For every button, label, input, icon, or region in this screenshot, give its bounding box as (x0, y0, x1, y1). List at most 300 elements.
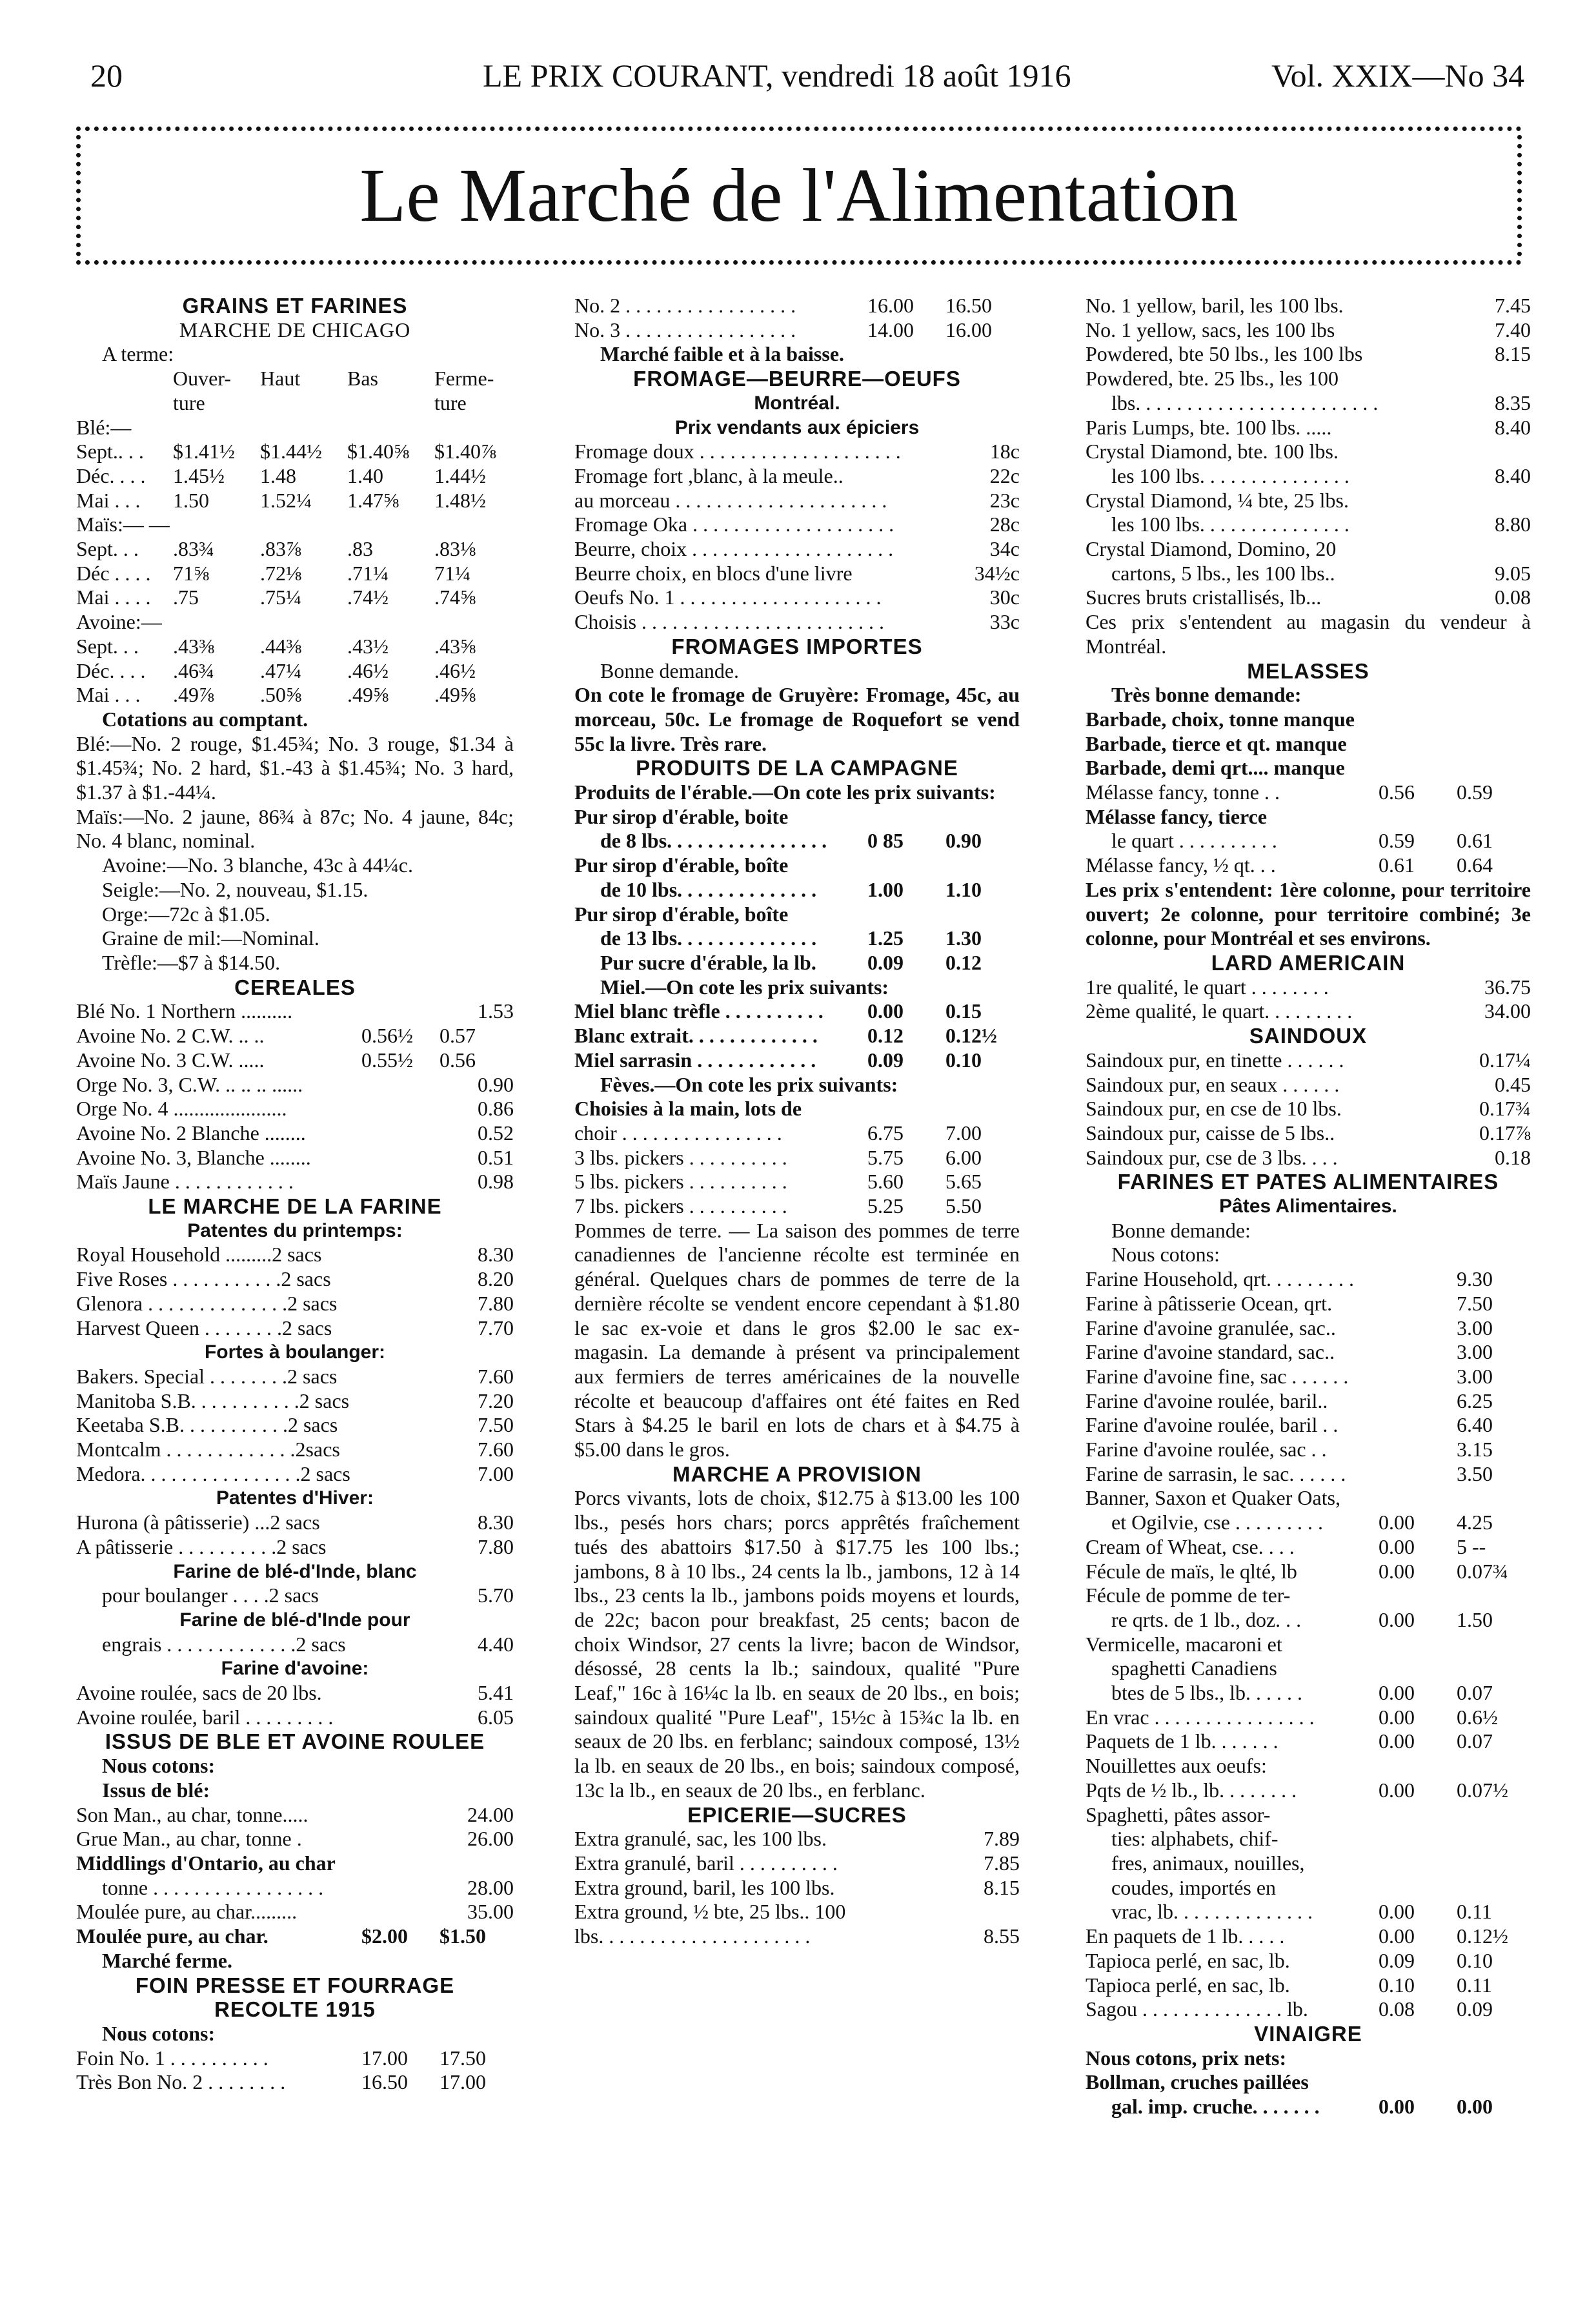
price-value: 4.25 (1457, 1511, 1493, 1534)
item-label: vrac, lb. . . . . . . . . . . . . . (1111, 1900, 1313, 1924)
price-value: 30c (989, 586, 1020, 609)
item-label: Medora. . . . . . . . . . . . . . . .2 sacs (76, 1461, 350, 1485)
price-line (1086, 464, 1531, 489)
price-line (76, 2046, 514, 2071)
item-label: Fromage doux . . . . . . . . . . . . . . . . . . . . (574, 440, 901, 463)
item-label: Choisis . . . . . . . . . . . . . . . . . . . . . . . . (574, 610, 885, 634)
item-label: Saindoux pur, caisse de 5 lbs.. (1086, 1121, 1335, 1145)
item-label: Maïs Jaune . . . . . . . . . . . . (76, 1170, 294, 1194)
price-value: 0.64 (1457, 853, 1493, 877)
item-label: Avoine roulée, sacs de 20 lbs. (76, 1681, 322, 1705)
price-value: 0.08 (1495, 586, 1531, 609)
price-value: 0.00 (867, 999, 904, 1023)
price-value: 3.15 (1457, 1438, 1493, 1461)
item-label: de 8 lbs. . . . . . . . . . . . . . . . (600, 829, 827, 853)
sub-printemps: Patentes du printemps: (187, 1219, 403, 1241)
item-label: Avoine No. 2 C.W. .. .. (76, 1024, 265, 1048)
item-label: Sagou . . . . . . . . . . . . . . lb. (1086, 1997, 1308, 2021)
price-line (1086, 1389, 1531, 1414)
column-3 (1086, 294, 1531, 2119)
price-value: 7.45 (1495, 294, 1531, 317)
item-label: Paquets de 1 lb. . . . . . . (1086, 1729, 1278, 1753)
heading-chicago: MARCHE DE CHICAGO (179, 318, 411, 341)
price-line (1086, 1486, 1531, 1511)
item-label: Extra granulé, baril . . . . . . . . . . (574, 1851, 838, 1875)
price-cell: .46½ (434, 658, 476, 682)
price-value: 7.60 (478, 1438, 514, 1461)
a-terme-label: A terme: (102, 342, 174, 366)
item-label: En paquets de 1 lb. . . . . (1086, 1924, 1285, 1948)
price-line (574, 1876, 1020, 1900)
item-label: Bollman, cruches paillées (1086, 2070, 1309, 2094)
price-line (1086, 294, 1531, 318)
item-label: Son Man., au char, tonne..... (76, 1802, 308, 1826)
price-value: 0.57 (439, 1024, 476, 1048)
price-line (76, 1584, 514, 1608)
item-label: Tapioca perlé, en sac, lb. (1086, 1973, 1290, 1997)
price-line (76, 1170, 514, 1194)
price-value: 6.05 (478, 1705, 514, 1729)
price-line (1086, 1973, 1531, 1998)
item-label: Beurre, choix . . . . . . . . . . . . . . . . . . . . (574, 537, 894, 561)
price-line (76, 1243, 514, 1267)
item-label: Cream of Wheat, cse. . . . (1086, 1534, 1295, 1558)
miel-title: Miel.—On cote les prix suivants: (600, 975, 889, 999)
item-label: 3 lbs. pickers . . . . . . . . . . (574, 1145, 787, 1169)
prix-vendants: Prix vendants aux épiciers (674, 416, 920, 438)
price-line (1086, 513, 1531, 537)
price-value: 0.10 (1379, 1973, 1415, 1997)
price-value: 0.00 (1379, 1900, 1415, 1924)
price-value: 7.00 (945, 1121, 982, 1145)
price-line (1086, 1608, 1531, 1633)
empty-cell (76, 367, 173, 415)
price-cell: $1.40⅝ (347, 440, 409, 463)
item-label: Manitoba S.B. . . . . . . . . . .2 sacs (76, 1389, 350, 1412)
price-line (76, 1438, 514, 1462)
cotations-mais: Maïs:—No. 2 jaune, 86¾ à 87c; No. 4 jaune, 84c; No. 4 blanc, nominal. (76, 804, 514, 853)
price-value: 0.00 (1379, 1778, 1415, 1802)
price-line (1086, 1316, 1531, 1341)
bonne-demande: Bonne demande. (600, 658, 740, 682)
price-cell: 71⅝ (173, 561, 209, 585)
sub-inde-pour: Farine de blé-d'Inde pour (179, 1609, 410, 1631)
marche-ferme: Marché ferme. (102, 1948, 232, 1972)
item-label: de 10 lbs. . . . . . . . . . . . . . (600, 877, 817, 901)
price-value: 6.40 (1457, 1413, 1493, 1437)
price-line (574, 513, 1020, 537)
price-value: 0.55½ (361, 1048, 413, 1072)
price-line (574, 1048, 1020, 1073)
sub-pates: Pâtes Alimentaires. (1219, 1196, 1397, 1217)
item-label: coudes, importés en (1111, 1875, 1277, 1899)
item-label: les 100 lbs. . . . . . . . . . . . . . . (1111, 463, 1349, 487)
price-value: 0.61 (1457, 829, 1493, 853)
price-line (1086, 1827, 1531, 1851)
price-line (1086, 416, 1531, 440)
price-line (1086, 1803, 1531, 1828)
item-label: Fécule de maïs, le qlté, lb (1086, 1559, 1297, 1583)
price-line (1086, 1340, 1531, 1365)
price-line (76, 1803, 514, 1828)
month-label: Sept. . . (76, 537, 139, 561)
heading-importes: FROMAGES IMPORTES (671, 634, 923, 658)
item-label: choir . . . . . . . . . . . . . . . . (574, 1121, 782, 1145)
heading-vinaigre: VINAIGRE (1254, 2021, 1362, 2046)
price-value: 0.45 (1495, 1072, 1531, 1096)
item-label: re qrts. de 1 lb., doz. . . (1111, 1607, 1302, 1631)
price-value: 6.25 (1457, 1389, 1493, 1412)
cotations-seigle: Seigle:—No. 2, nouveau, $1.15. (102, 877, 369, 901)
item-label: Fromage Oka . . . . . . . . . . . . . . . . . . . . (574, 513, 894, 536)
price-cell: .83 (347, 537, 373, 561)
item-label: et Ogilvie, cse . . . . . . . . . (1111, 1511, 1323, 1534)
price-cell: .43⅜ (173, 634, 214, 658)
price-cell: 1.48½ (434, 488, 486, 512)
price-line (1086, 1900, 1531, 1924)
price-value: 0.07 (1457, 1729, 1493, 1753)
price-cell: 71¼ (434, 561, 470, 585)
nous-cotons: Nous cotons: (1111, 1243, 1220, 1267)
produits-erable: Produits de l'érable.—On cote les prix suivants: (574, 780, 996, 804)
item-label: Sucres bruts cristallisés, lb... (1086, 586, 1322, 609)
heading-grains: GRAINS ET FARINES (182, 294, 408, 318)
month-label: Déc. . . . (76, 658, 146, 682)
item-label: Farine Household, qrt. . . . . . . . . (1086, 1267, 1354, 1291)
item-label: En vrac . . . . . . . . . . . . . . . . (1086, 1705, 1315, 1729)
price-line (1086, 1706, 1531, 1730)
price-value: 0.15 (945, 999, 982, 1023)
heading-fromage: FROMAGE—BEURRE—OEUFS (633, 367, 961, 391)
item-label: Pur sirop d'érable, boite (574, 804, 789, 828)
price-value: 1.53 (478, 999, 514, 1023)
price-line (574, 853, 1020, 878)
price-value: 0.09 (867, 1048, 904, 1072)
price-line (574, 294, 1020, 318)
item-label: les 100 lbs. . . . . . . . . . . . . . . (1111, 513, 1349, 536)
price-value: 5 -- (1457, 1534, 1486, 1558)
price-value: 8.30 (478, 1511, 514, 1534)
item-label: 1re qualité, le quart . . . . . . . . (1086, 975, 1329, 999)
item-label: Bakers. Special . . . . . . . .2 sacs (76, 1364, 338, 1388)
price-line (1086, 780, 1531, 805)
price-value: 0.12 (867, 1024, 904, 1048)
heading-issus: ISSUS DE BLE ET AVOINE ROULEE (105, 1729, 485, 1754)
month-label: Déc . . . . (76, 561, 151, 585)
price-line (1086, 537, 1531, 562)
cotations-title: Cotations au comptant. (102, 707, 308, 731)
item-label: Farine d'avoine roulée, baril . . (1086, 1413, 1338, 1437)
price-line (1086, 1292, 1531, 1316)
price-line (1086, 1681, 1531, 1706)
price-line (1086, 975, 1531, 1000)
price-cell: .43⅝ (434, 634, 476, 658)
item-label: Paris Lumps, bte. 100 lbs. ..... (1086, 415, 1332, 439)
price-value: 24.00 (467, 1802, 514, 1826)
item-label: Montcalm . . . . . . . . . . . . .2sacs (76, 1438, 340, 1461)
item-label: Farine à pâtisserie Ocean, qrt. (1086, 1291, 1333, 1315)
price-value: 0.08 (1379, 1997, 1415, 2021)
price-value: 22c (989, 463, 1020, 487)
price-value: 0.17¾ (1479, 1097, 1531, 1121)
column-1 (76, 294, 514, 2095)
price-line (1086, 391, 1531, 416)
item-label: le quart . . . . . . . . . . (1111, 829, 1277, 853)
section-title: Le Marché de l'Alimentation (359, 153, 1238, 238)
item-label: Mélasse fancy, tonne . . (1086, 780, 1280, 804)
price-line (76, 1073, 514, 1097)
price-cell: .74½ (347, 586, 389, 609)
price-value: 1.50 (1457, 1607, 1493, 1631)
price-value: 9.05 (1495, 561, 1531, 585)
price-line (76, 1681, 514, 1706)
price-value: 0.52 (478, 1121, 514, 1145)
sub-hiver: Patentes d'Hiver: (216, 1487, 374, 1509)
tres-bonne-demande: Très bonne demande: (1111, 683, 1302, 707)
price-value: 7.60 (478, 1364, 514, 1388)
item-label: 7 lbs. pickers . . . . . . . . . . (574, 1194, 787, 1218)
price-value: 28.00 (467, 1875, 514, 1899)
prix-montreal: Ces prix s'entendent au magasin du vendeur à Montréal. (1086, 610, 1531, 658)
price-value: 8.55 (984, 1924, 1020, 1948)
price-value: 35.00 (467, 1900, 514, 1924)
page-number: 20 (90, 57, 123, 94)
price-value: 0.00 (1379, 1607, 1415, 1631)
item-label: lbs. . . . . . . . . . . . . . . . . . . . . . . . (1111, 391, 1379, 414)
price-line (76, 1876, 514, 1900)
heading-farine: LE MARCHE DE LA FARINE (148, 1194, 442, 1219)
price-value: 7.70 (478, 1316, 514, 1339)
month-label: Sept.. . . (76, 440, 144, 463)
sub-boulanger: Fortes à boulanger: (204, 1341, 386, 1363)
item-label: Grue Man., au char, tonne . (76, 1827, 302, 1851)
cotations-avoine: Avoine:—No. 3 blanche, 43c à 44¼c. (102, 853, 413, 877)
column-2 (574, 294, 1020, 1949)
price-value: 0.6½ (1457, 1705, 1498, 1729)
column-header: Haut (260, 367, 301, 391)
price-line (1086, 1413, 1531, 1438)
price-line (1086, 1073, 1531, 1097)
pommes-de-terre: Pommes de terre. — La saison des pommes de terre canadiennes de l'ancienne récolte est terminée en général. Quelques chars de pommes de terre de la dernière récolte se vendent encore cependant à $1.80 le sac ex-voie et dans le gros $2.00 le sac ex-magasin. La demande à présent va principalement aux fermiers de terres américaines de la nouvelle récolte et beaucoup d'affaires ont été faites en Red Stars à $4.25 le baril en lots de chars et à $4.75 à $5.00 dans le gros. (574, 1218, 1020, 1461)
item-label: Tapioca perlé, en sac, lb. (1086, 1948, 1290, 1972)
price-line (574, 926, 1020, 951)
price-cell: 1.45½ (173, 463, 225, 487)
price-value: 0.90 (478, 1072, 514, 1096)
item-label: Avoine roulée, baril . . . . . . . . . (76, 1705, 334, 1729)
price-line (76, 1535, 514, 1560)
item-label: Banner, Saxon et Quaker Oats, (1086, 1486, 1341, 1510)
item-label: Blanc extrait. . . . . . . . . . . . . (574, 1024, 818, 1048)
price-line (574, 1924, 1020, 1949)
price-value: 14.00 (867, 318, 914, 341)
item-label: Powdered, bte 50 lbs., les 100 lbs (1086, 342, 1363, 366)
price-value: 16.00 (867, 294, 914, 317)
price-value: 0.07 (1457, 1681, 1493, 1705)
price-line (1086, 1511, 1531, 1535)
cotations-mil: Graine de mil:—Nominal. (102, 926, 319, 950)
issus-de-ble: Issus de blé: (102, 1778, 210, 1802)
item-label: Powdered, bte. 25 lbs., les 100 (1086, 367, 1338, 391)
price-cell: .75¼ (260, 586, 301, 609)
importes-text: On cote le fromage de Gruyère: Fromage, 45c, au morceau, 50c. Le fromage de Roquefort se vend 55c la livre. Très rare. (574, 683, 1020, 755)
price-value: 17.00 (439, 2070, 486, 2094)
price-value: 7.50 (1457, 1291, 1493, 1315)
price-line (1086, 1754, 1531, 1778)
month-label: Déc. . . . (76, 463, 146, 487)
price-line (76, 1146, 514, 1170)
price-value: $2.00 (361, 1924, 408, 1948)
price-cell: .83⅛ (434, 537, 476, 561)
price-line (1086, 318, 1531, 343)
price-line (574, 440, 1020, 464)
price-cell: 1.47⅝ (347, 488, 399, 512)
heading-lard: LARD AMERICAIN (1211, 950, 1406, 975)
item-label: Crystal Diamond, ¼ bte, 25 lbs. (1086, 488, 1349, 512)
price-line (1086, 999, 1531, 1024)
heading-campagne: PRODUITS DE LA CAMPAGNE (636, 756, 958, 780)
price-line (1086, 1729, 1531, 1754)
price-value: 0.00 (1379, 1924, 1415, 1948)
price-value: 8.40 (1495, 415, 1531, 439)
item-label: Pur sucre d'érable, la lb. (600, 950, 816, 974)
price-line (574, 489, 1020, 513)
heading-sucres: EPICERIE—SUCRES (687, 1802, 907, 1827)
price-value: 7.80 (478, 1291, 514, 1315)
price-value: 0.09 (1379, 1948, 1415, 1972)
price-value: 28c (989, 513, 1020, 536)
price-cell: .49⅝ (434, 683, 476, 707)
price-line (574, 1827, 1020, 1851)
item-label: fres, animaux, nouilles, (1111, 1851, 1305, 1875)
price-line (76, 1121, 514, 1146)
price-value: 7.20 (478, 1389, 514, 1412)
item-label: Extra ground, baril, les 100 lbs. (574, 1875, 835, 1899)
price-cell: .44⅜ (260, 634, 301, 658)
price-value: 0.12½ (945, 1024, 997, 1048)
price-value: 33c (989, 610, 1020, 634)
price-value: 0.09 (1457, 1997, 1493, 2021)
price-cell: .71¼ (347, 561, 389, 585)
item-label: No. 2 . . . . . . . . . . . . . . . . . (574, 294, 796, 317)
price-line (76, 1024, 514, 1048)
price-line (1086, 1633, 1531, 1657)
price-value: 5.75 (867, 1145, 904, 1169)
item-label: Saindoux pur, en cse de 10 lbs. (1086, 1097, 1342, 1121)
price-line (76, 1292, 514, 1316)
price-line (1086, 1365, 1531, 1389)
price-line (1086, 1876, 1531, 1900)
price-line (574, 999, 1020, 1024)
item-label: Five Roses . . . . . . . . . . .2 sacs (76, 1267, 331, 1291)
price-value: 16.00 (945, 318, 992, 341)
middlings-label: Middlings d'Ontario, au char (76, 1851, 336, 1875)
grain-futures-table (76, 635, 514, 708)
item-label: tonne . . . . . . . . . . . . . . . . . (102, 1875, 324, 1899)
price-line (574, 1146, 1020, 1170)
price-line (1086, 1267, 1531, 1292)
price-value: 5.60 (867, 1170, 904, 1194)
price-value: 23c (989, 488, 1020, 512)
price-cell: .47¼ (260, 658, 301, 682)
price-value: 16.50 (945, 294, 992, 317)
item-label: Blé No. 1 Northern .......... (76, 999, 293, 1023)
price-line (1086, 2095, 1531, 2119)
price-value: 8.20 (478, 1267, 514, 1291)
bonne-demande: Bonne demande: (1111, 1218, 1251, 1242)
journal-title-date: LE PRIX COURANT, vendredi 18 août 1916 (483, 57, 1071, 94)
item-label: Barbade, choix, tonne manque (1086, 707, 1355, 731)
avoine-label: Avoine:— (76, 610, 162, 634)
price-line (574, 537, 1020, 562)
price-line (1086, 805, 1531, 830)
price-cell: .74⅝ (434, 586, 476, 609)
price-value: 0.00 (1379, 1729, 1415, 1753)
price-value: 0.11 (1457, 1900, 1492, 1924)
price-line (76, 1389, 514, 1414)
price-value: 0.00 (1379, 1534, 1415, 1558)
price-line (76, 1365, 514, 1389)
price-value: 17.50 (439, 2046, 486, 2070)
running-header (0, 57, 1596, 102)
item-label: 2ème qualité, le quart. . . . . . . . . (1086, 999, 1353, 1023)
price-line (574, 1194, 1020, 1219)
melasses-note: Les prix s'entendent: 1ère colonne, pour territoire ouvert; 2e colonne, pour territoire combiné; 3e colonne, pour Montréal et ses environs. (1086, 877, 1531, 950)
price-line (574, 1121, 1020, 1146)
price-cell: .46¾ (173, 658, 214, 682)
heading-pates: FARINES ET PATES ALIMENTAIRES (1117, 1170, 1499, 1194)
price-value: 8.35 (1495, 391, 1531, 414)
price-line (574, 951, 1020, 975)
price-line (1086, 1560, 1531, 1584)
item-label: ties: alphabets, chif- (1111, 1827, 1278, 1851)
nous-cotons: Nous cotons: (102, 2021, 216, 2045)
futures-table-header (76, 367, 514, 415)
item-label: Miel blanc trèfle . . . . . . . . . . (574, 999, 823, 1023)
item-label: Fécule de pomme de ter- (1086, 1584, 1291, 1607)
item-label: gal. imp. cruche. . . . . . . (1111, 2095, 1320, 2119)
price-value: 0.12 (945, 950, 982, 974)
price-value: 0.00 (1379, 1559, 1415, 1583)
item-label: Harvest Queen . . . . . . . .2 sacs (76, 1316, 332, 1339)
price-value: 1.30 (945, 926, 982, 950)
price-line (574, 1170, 1020, 1194)
item-label: Barbade, tierce et qt. manque (1086, 731, 1347, 755)
price-cell: .75 (173, 586, 199, 609)
price-value: 0.12½ (1457, 1924, 1508, 1948)
item-label: pour boulanger . . . .2 sacs (102, 1584, 319, 1607)
price-cell: .50⅝ (260, 683, 301, 707)
item-label: Pur sirop d'érable, boîte (574, 853, 789, 877)
price-line (76, 1413, 514, 1438)
item-label: Glenora . . . . . . . . . . . . . .2 sacs (76, 1291, 338, 1315)
price-line (1086, 708, 1531, 732)
price-value: 0.07½ (1457, 1778, 1508, 1802)
heading-melasses: MELASSES (1247, 658, 1369, 683)
price-line (1086, 342, 1531, 367)
price-line (1086, 1656, 1531, 1681)
item-label: Farine d'avoine standard, sac.. (1086, 1340, 1335, 1364)
price-value: 8.80 (1495, 513, 1531, 536)
price-value: 0 85 (867, 829, 904, 853)
price-value: 7.40 (1495, 318, 1531, 341)
item-label: Miel sarrasin . . . . . . . . . . . . (574, 1048, 816, 1072)
item-label: Moulée pure, au char. (76, 1924, 268, 1948)
price-line (1086, 1121, 1531, 1146)
price-line (1086, 1851, 1531, 1876)
item-label: Foin No. 1 . . . . . . . . . . (76, 2046, 268, 2070)
price-value: 7.85 (984, 1851, 1020, 1875)
item-label: Mélasse fancy, ½ qt. . . (1086, 853, 1276, 877)
